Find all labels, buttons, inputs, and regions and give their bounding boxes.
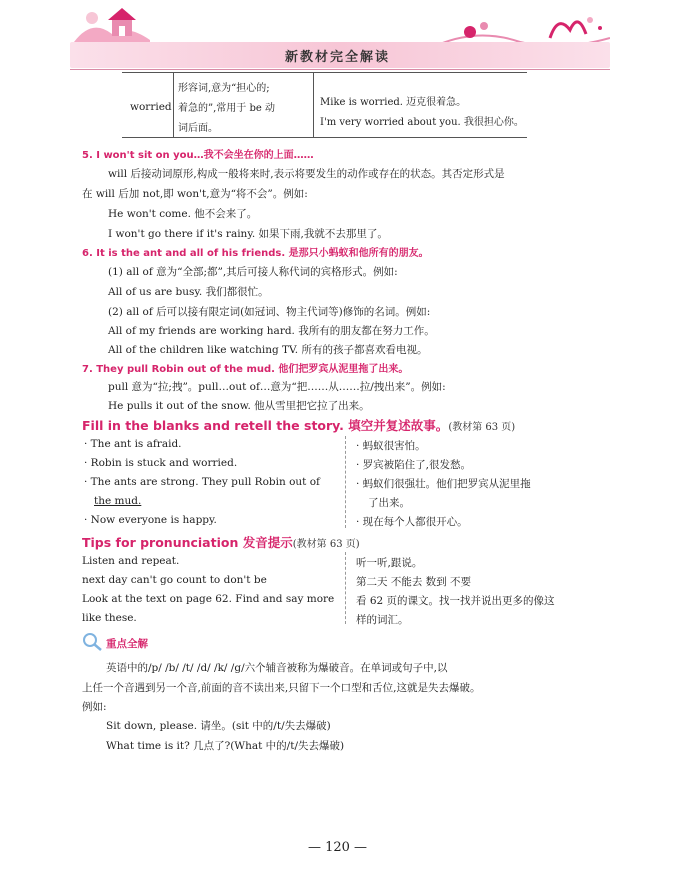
tips-right-line: 看 62 页的课文。找一找并说出更多的像这 — [356, 595, 555, 607]
section-5-line: 在 will 后加 not,即 won't,意为“将不会”。例如: — [82, 188, 308, 200]
fill-title-en: Fill in the blanks and retell the story. — [82, 418, 344, 433]
section-6-line: All of the children like watching TV. 所有的孩子都喜欢看电视。 — [108, 344, 428, 356]
tips-right-line: 样的词汇。 — [356, 614, 409, 626]
key-line: 英语中的/p/ /b/ /t/ /d/ /k/ /g/六个辅音被称为爆破音。在单词或句子中,以 — [106, 662, 448, 674]
tips-left-line: Look at the text on page 62. Find and say more — [82, 593, 335, 605]
fill-right-line: · 蚂蚁很害怕。 — [356, 440, 426, 452]
house-illustration — [72, 4, 152, 44]
key-line: 例如: — [82, 701, 107, 713]
section-5-line: He won't come. 他不会来了。 — [108, 208, 258, 220]
key-points-label: 重点全解 — [106, 638, 148, 650]
table-cell-word — [122, 73, 174, 137]
tips-section-title — [82, 533, 360, 551]
page-title: 新教材完全解读 — [284, 50, 390, 65]
fill-left-line: · Now everyone is happy. — [84, 514, 217, 526]
tips-note: (教材第 63 页) — [292, 539, 360, 550]
section-5-line: will 后接动词原形,构成一般将来时,表示将要发生的动作或存在的状态。其否定形式是 — [108, 168, 505, 180]
fill-left-line: · The ants are strong. They pull Robin out of — [84, 476, 320, 488]
example-line: I'm very worried about you. 我很担心你。 — [320, 117, 524, 128]
section-6-heading: 6. It is the ant and all of his friends. 是那只小蚂蚁和他所有的朋友。 — [82, 248, 429, 259]
page-header — [0, 0, 675, 70]
tips-title-cn: 发音提示 — [242, 535, 293, 550]
fill-right-line: · 蚂蚁们很强壮。他们把罗宾从泥里拖 — [356, 478, 531, 490]
key-line: 上任一个音遇到另一个音,前面的音不读出来,只留下一个口型和舌位,这就是失去爆破。 — [82, 682, 481, 694]
example-line: Mike is worried. 迈克很着急。 — [320, 97, 467, 108]
tips-left-line: next day can't go count to don't be — [82, 574, 267, 586]
key-line: What time is it? 几点了?(What 中的/t/失去爆破) — [106, 740, 345, 752]
tips-left-line: like these. — [82, 612, 137, 624]
vocab-word: worried — [130, 101, 172, 113]
fill-note: (教材第 63 页) — [448, 422, 516, 433]
vocab-table — [122, 72, 527, 138]
meaning-line: 着急的”,常用于 be 动 — [178, 103, 275, 114]
section-6-line: (2) all of 后可以接有限定词(如冠词、物主代词等)修饰的名词。例如: — [108, 306, 431, 318]
fill-title-cn: 填空并复述故事。 — [348, 418, 449, 433]
tips-left-line: Listen and repeat. — [82, 555, 180, 567]
fill-right-line: · 现在每个人都很开心。 — [356, 516, 468, 528]
vocab-meaning — [178, 79, 314, 139]
column-divider — [345, 436, 346, 528]
vocab-examples — [320, 93, 524, 133]
page-number: — 120 — — [307, 840, 368, 855]
section-7-line: pull 意为“拉;拽”。pull…out of…意为“把……从……拉/拽出来”。例如: — [108, 381, 446, 393]
header-rule — [70, 69, 610, 70]
meaning-line: 形容词,意为“担心的; — [178, 83, 270, 94]
tips-right-line: 听一听,跟说。 — [356, 557, 423, 569]
key-points-heading — [82, 632, 162, 652]
section-6-line: All of my friends are working hard. 我所有的朋友都在努力工作。 — [108, 325, 435, 337]
fill-left-line: · The ant is afraid. — [84, 438, 182, 450]
fill-right-line: 了出来。 — [368, 497, 410, 509]
key-line: Sit down, please. 请坐。(sit 中的/t/失去爆破) — [106, 720, 331, 732]
fill-left-line: · Robin is stuck and worried. — [84, 457, 238, 469]
section-7-line: He pulls it out of the snow. 他从雪里把它拉了出来。 — [108, 400, 370, 412]
section-7-heading: 7. They pull Robin out of the mud. 他们把罗宾从泥里拖了出来。 — [82, 364, 409, 375]
section-5-line: I won't go there if it's rainy. 如果下雨,我就不去那里了。 — [108, 228, 388, 240]
tips-right-line: 第二天 不能去 数到 不要 — [356, 576, 472, 588]
fill-section-title — [82, 416, 515, 434]
magnifier-icon — [82, 632, 104, 652]
meaning-line: 词后面。 — [178, 123, 218, 134]
section-6-line: (1) all of 意为“全部;都”,其后可接人称代词的宾格形式。例如: — [108, 266, 398, 278]
fill-left-line: the mud. — [94, 495, 142, 507]
section-6-line: All of us are busy. 我们都很忙。 — [108, 286, 269, 298]
tips-title-en: Tips for pronunciation — [82, 535, 239, 550]
fill-right-line: · 罗宾被陷住了,很发愁。 — [356, 459, 472, 471]
column-divider — [345, 552, 346, 624]
section-5-heading: 5. I won't sit on you…我不会坐在你的上面…… — [82, 150, 314, 161]
